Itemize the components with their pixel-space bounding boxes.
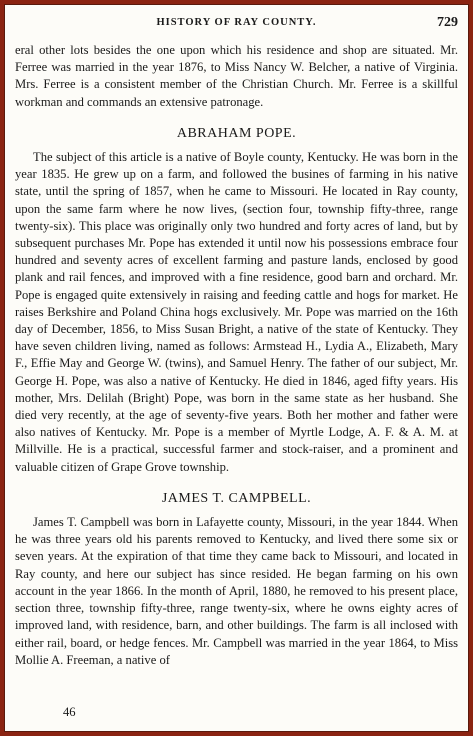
page-body [15,42,458,669]
signature-mark: 46 [63,705,76,719]
paragraph-james-campbell: James T. Campbell was born in Lafayette county, Missouri, in the year 1844. When he was three years old his parents removed to Kentucky, and lived there some six or seven years. At the expiration of that time they came back to Missouri, and located in Ray county, and here our subject has since resided. He began farming on his own account in the year 1866. In the month of April, 1880, he removed to his present place, section three, township fifty-three, range twenty-six, where he owns eighty acres of improved land, with residence, barn, and other buildings. The farm is all inclosed with either rail, board, or hedge fences. Mr. Campbell was married in the year 1864, to Miss Mollie A. Freeman, a native of [15,515,458,667]
running-head [5,17,468,33]
section-heading-james-campbell: JAMES T. CAMPBELL. [161,490,312,506]
book-page [4,4,469,732]
page-number: 729 [437,15,458,30]
section-heading-abraham-pope: ABRAHAM POPE. [176,125,297,141]
running-title: HISTORY OF RAY COUNTY. [156,17,317,28]
paragraph-abraham-pope: The subject of this article is a native of Boyle county, Kentucky. He was born in the year 1835. He grew up on a farm, and followed the busines of farming in his native state, until the spring of 1857, when he came to Missouri. He located in Ray county, upon the same farm where he now lives, (section four, township fifty-three, range twenty-six). This place was originally only two hundred and forty acres of land, but by subsequent purchases Mr. Pope has extended it until now his possessions embrace four hundred and seventy acres of excellent farming and pasture lands, enclosed by good plank and rail fences, and improved with a fine residence, good barn and orchard. Mr. Pope is engaged quite extensively in raising and feeding cattle and hogs for market. He raises Berkshire and Poland China hogs exclusively. Mr. Pope was married on the 16th day of December, 1856, to Miss Susan Bright, a native of the state of Kentucky. They have seven children living, named as follows: Armstead H., Lydia A., Elizabeth, Mary F., Effie May and George W. (twins), and Samuel Henry. The father of our subject, Mr. George H. Pope, was also a native of Kentucky. He died in 1846, aged fifty years. His mother, Mrs. Delilah (Bright) Pope, was born in the same state as her husband. She died very recently, at the age of seventy-five years. Both her mother and father were also natives of Kentucky. Mr. Pope is a member of Myrtle Lodge, A. F. & A. M. at Millville. He is a practical, successful farmer and stock-raiser, and a prominent and valuable citizen of Grape Grove township. [15,150,458,474]
continued-paragraph: eral other lots besides the one upon which his residence and shop are situated. Mr. Ferree was married in the year 1876, to Miss Nancy W. Belcher, a native of Virginia. Mrs. Ferree is a consistent member of the Christian Church. Mr. Ferree is a skillful workman and commands an extensive patronage. [15,43,458,109]
